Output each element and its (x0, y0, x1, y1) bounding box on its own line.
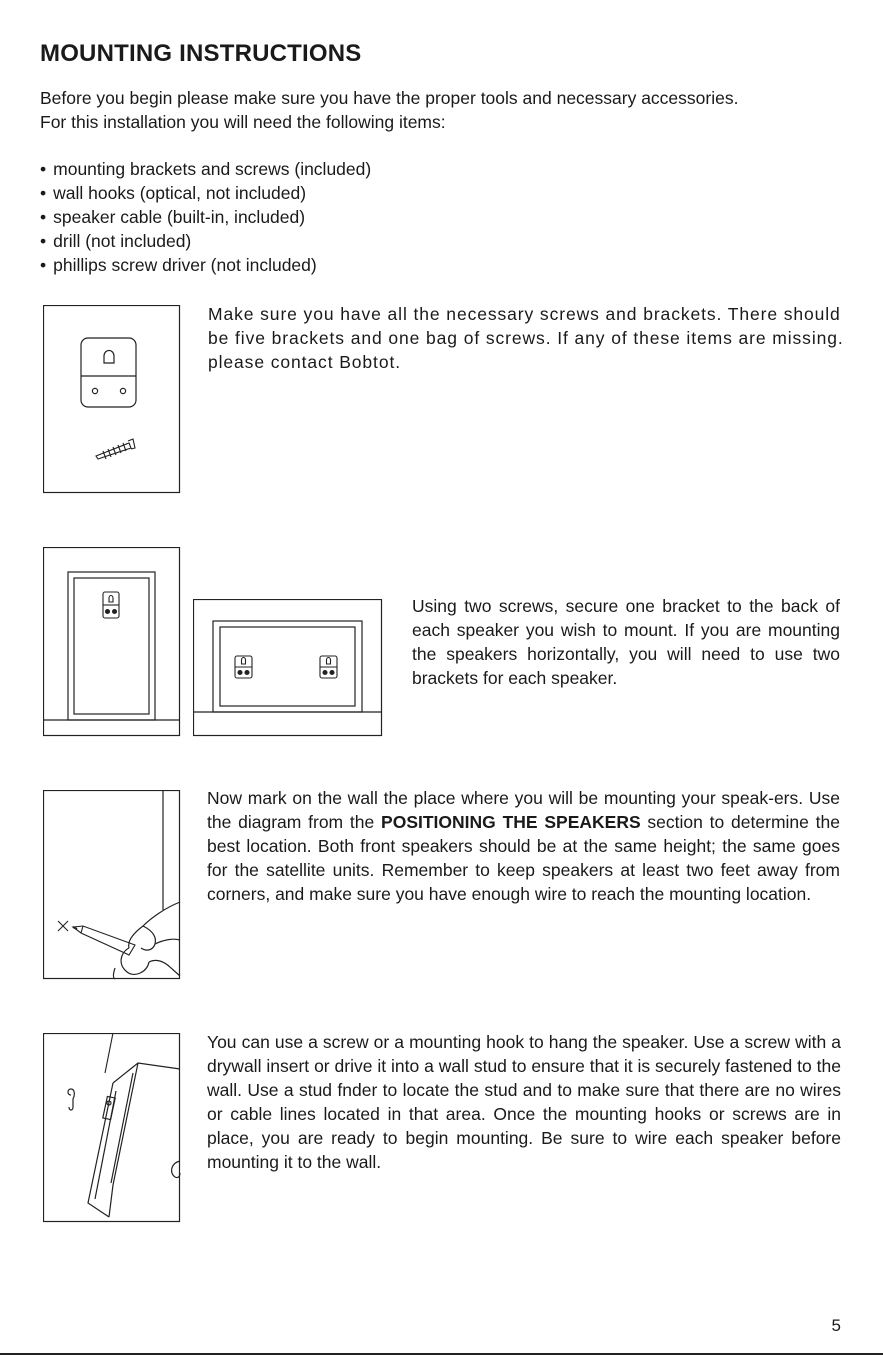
list-item (40, 205, 371, 229)
list-item-text: speaker cable (built-in, included) (53, 207, 306, 227)
vertical-speaker-illustration (43, 547, 181, 737)
step-4-text: You can use a screw or a mounting hook to hang the speaker. Use a screw with a drywall insert or drive it into a wall stud to ensure that it is securely fastened to the wall. Use a stud fnder to locate the stud and to make sure that there are no wires or cable lines located in that area. Once the mounting hooks or screws are in place, you are ready to begin mounting. Be sure to wire each speaker before mounting it to the wall. (207, 1032, 841, 1172)
page-number: 5 (831, 1316, 841, 1335)
list-item (40, 253, 371, 277)
list-item (40, 229, 371, 253)
bracket-icon (103, 592, 119, 618)
wall-hook-icon (68, 1089, 74, 1110)
step-1-text: Make sure you have all the necessary screws and brackets. There should be five brackets and one bag of screws. If any of these items are missing. please contact Bobtot. (208, 304, 844, 372)
list-item-text: wall hooks (optical, not included) (53, 183, 307, 203)
list-item-text: drill (not included) (53, 231, 192, 251)
marking-wall-illustration (43, 790, 181, 980)
list-item (40, 181, 371, 205)
speaker-edge-icon (172, 1161, 180, 1178)
step-3-text-part: Now mark on the wall the place where you will be mounting your speak-ers. Use the diagram from the (207, 788, 840, 832)
step-3-text-part: section to determine the best location. Both front speakers should be at the same height; the same goes for the satellite units. Remember to keep speakers at least two feet away from corners, and make sure you have enough wire to reach the mounting location. (207, 812, 840, 904)
bracket-and-screw-illustration (43, 305, 181, 494)
list-item-text: phillips screw driver (not included) (53, 255, 317, 275)
x-mark-icon (58, 921, 68, 931)
step-2-text: Using two screws, secure one bracket to the back of each speaker you wish to mount. If you are mounting the speakers horizontally, you will need to use two brackets for each speaker. (412, 596, 840, 688)
page-title: MOUNTING INSTRUCTIONS (40, 40, 362, 67)
horizontal-speaker-illustration (193, 599, 383, 737)
required-items-list (40, 157, 371, 277)
list-item-text: mounting brackets and screws (included) (53, 159, 372, 179)
list-item (40, 157, 371, 181)
intro-line-1: Before you begin please make sure you have the proper tools and necessary accessories. (40, 88, 739, 108)
intro-line-2: For this installation you will need the following items: (40, 112, 446, 132)
speaker-icon (88, 1063, 180, 1217)
positioning-section-reference: POSITIONING THE SPEAKERS (381, 812, 641, 832)
screw-icon (96, 439, 135, 459)
bracket-icon (235, 656, 252, 678)
hanging-speaker-illustration (43, 1033, 181, 1223)
step-3-text (207, 786, 840, 906)
mounting-bracket-icon (81, 338, 136, 407)
bracket-icon (320, 656, 337, 678)
intro-text (40, 86, 850, 134)
